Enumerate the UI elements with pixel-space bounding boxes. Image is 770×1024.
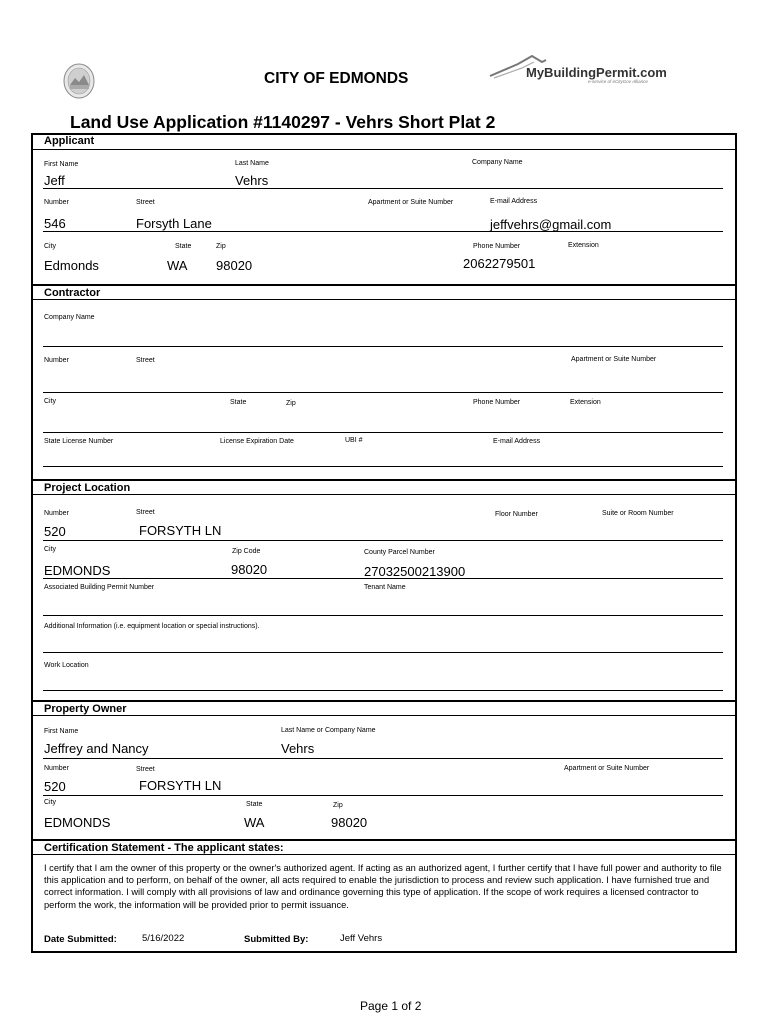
applicant-phone: 2062279501 [463,256,536,271]
owner-number: 520 [44,779,66,794]
label-extension: Extension [570,399,601,406]
label-associated-permit: Associated Building Permit Number [44,584,155,591]
applicant-city: Edmonds [44,258,99,273]
label-apartment: Apartment or Suite Number [571,356,657,363]
submitted-by: Jeff Vehrs [340,933,383,944]
rule [43,652,723,653]
label-number: Number [44,357,69,364]
logo-text: MyBuildingPermit.com [526,65,667,80]
label-state: State [246,801,263,808]
label-company-name: Company Name [44,314,95,321]
rule [43,690,723,691]
rule [43,188,723,189]
label-apartment: Apartment or Suite Number [564,765,650,772]
section-property-owner: Property Owner [33,700,735,716]
label-city: City [44,398,57,405]
label-email: E-mail Address [490,198,538,205]
label-suite: Suite or Room Number [602,510,674,517]
date-submitted: 5/16/2022 [142,933,185,944]
label-company-name: Company Name [472,159,523,166]
label-first-name: First Name [44,161,79,168]
label-number: Number [44,199,69,206]
label-street: Street [136,199,155,206]
label-number: Number [44,765,69,772]
city-title: CITY OF EDMONDS [264,70,409,87]
form-frame [31,133,737,953]
owner-zip: 98020 [331,815,368,830]
owner-last-name: Vehrs [281,741,315,756]
rule [43,392,723,393]
document-title: Land Use Application #1140297 - Vehrs Short Plat 2 [70,112,496,132]
applicant-last-name: Vehrs [235,173,269,188]
label-number: Number [44,510,69,517]
applicant-first-name: Jeff [44,173,65,188]
label-street: Street [136,357,155,364]
owner-city: EDMONDS [44,815,111,830]
label-zip-code: Zip Code [232,548,261,555]
applicant-state: WA [167,258,188,273]
label-state: State [175,243,192,250]
city-seal [63,63,95,99]
label-tenant-name: Tenant Name [364,584,406,591]
label-apartment: Apartment or Suite Number [368,199,454,206]
label-ubi: UBI # [345,437,363,444]
rule [43,795,723,796]
label-first-name: First Name [44,728,79,735]
rule [43,346,723,347]
rule [43,432,723,433]
applicant-number: 546 [44,216,66,231]
label-license-number: State License Number [44,438,114,445]
rule [43,540,723,541]
label-last-name: Last Name [235,160,269,167]
label-additional-info: Additional Information (i.e. equipment location or special instructions). [44,623,260,630]
project-street: FORSYTH LN [139,523,222,538]
rule [43,758,723,759]
logo-tagline: e-service of eCityGov Alliance [588,79,648,84]
certification-text: I certify that I am the owner of this property or the owner's authorized agent. If acting as an authorized agent, I further certify that I have full power and authority to file this application and to perform, on behalf of the owner, all acts required to enable the jurisdiction to process and review such application. I have furnished true and correct information. I will comply with all provisions of law and ordinance governing this type of application. If the scope of work requires a licensed contractor to perform the work, the information will be provided prior to permit issuance. [44,863,722,910]
label-phone: Phone Number [473,399,521,406]
label-floor: Floor Number [495,511,538,518]
owner-first-name: Jeffrey and Nancy [44,741,149,756]
label-work-location: Work Location [44,662,89,669]
label-state: State [230,399,247,406]
mybuildingpermit-logo [488,54,667,86]
section-contractor: Contractor [33,284,735,300]
label-city: City [44,546,57,553]
section-certification: Certification Statement - The applicant states: [33,839,735,855]
owner-street: FORSYTH LN [139,778,222,793]
label-date-submitted: Date Submitted: [44,934,117,945]
project-zip: 98020 [231,562,268,577]
label-extension: Extension [568,242,599,249]
label-last-name-company: Last Name or Company Name [281,727,376,734]
label-email: E-mail Address [493,438,541,445]
page-number: Page 1 of 2 [360,999,422,1013]
project-city: EDMONDS [44,563,111,578]
label-street: Street [136,509,155,516]
label-submitted-by: Submitted By: [244,934,309,945]
owner-state: WA [244,815,265,830]
label-zip: Zip [286,400,296,407]
rule [43,466,723,467]
section-applicant: Applicant [33,134,735,150]
project-number: 520 [44,524,66,539]
rule [43,578,723,579]
project-parcel: 27032500213900 [364,564,466,579]
label-zip: Zip [216,243,226,250]
applicant-street: Forsyth Lane [136,216,212,231]
applicant-zip: 98020 [216,258,253,273]
rule [43,231,723,232]
label-phone: Phone Number [473,243,521,250]
label-license-expiration: License Expiration Date [220,438,294,445]
applicant-email: jeffvehrs@gmail.com [490,217,612,232]
label-street: Street [136,766,155,773]
section-project-location: Project Location [33,479,735,495]
label-parcel-number: County Parcel Number [364,549,435,556]
label-city: City [44,799,57,806]
label-zip: Zip [333,802,343,809]
rule [43,615,723,616]
label-city: City [44,243,57,250]
